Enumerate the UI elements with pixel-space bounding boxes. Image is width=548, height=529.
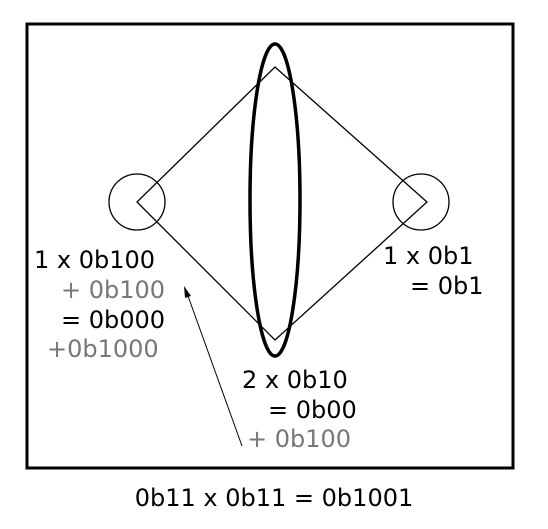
left-node-line3: = 0b000	[61, 306, 166, 334]
center-node-line2: = 0b00	[268, 396, 357, 424]
right-circle	[393, 174, 449, 230]
center-node-line1: 2 x 0b10	[242, 366, 348, 394]
right-node-line2: = 0b1	[410, 272, 484, 300]
left-node-line4: +0b1000	[47, 335, 159, 363]
center-node-line3: + 0b100	[247, 425, 352, 453]
carry-arrow-line	[188, 296, 242, 446]
diagram-caption: 0b11 x 0b11 = 0b1001	[134, 484, 414, 512]
diamond-shape	[137, 67, 427, 340]
center-ellipse	[250, 44, 300, 356]
left-node-line2: + 0b100	[61, 276, 166, 304]
right-node-line1: 1 x 0b1	[383, 242, 474, 270]
left-node-line1: 1 x 0b100	[34, 246, 156, 274]
carry-arrow-head	[184, 286, 191, 298]
